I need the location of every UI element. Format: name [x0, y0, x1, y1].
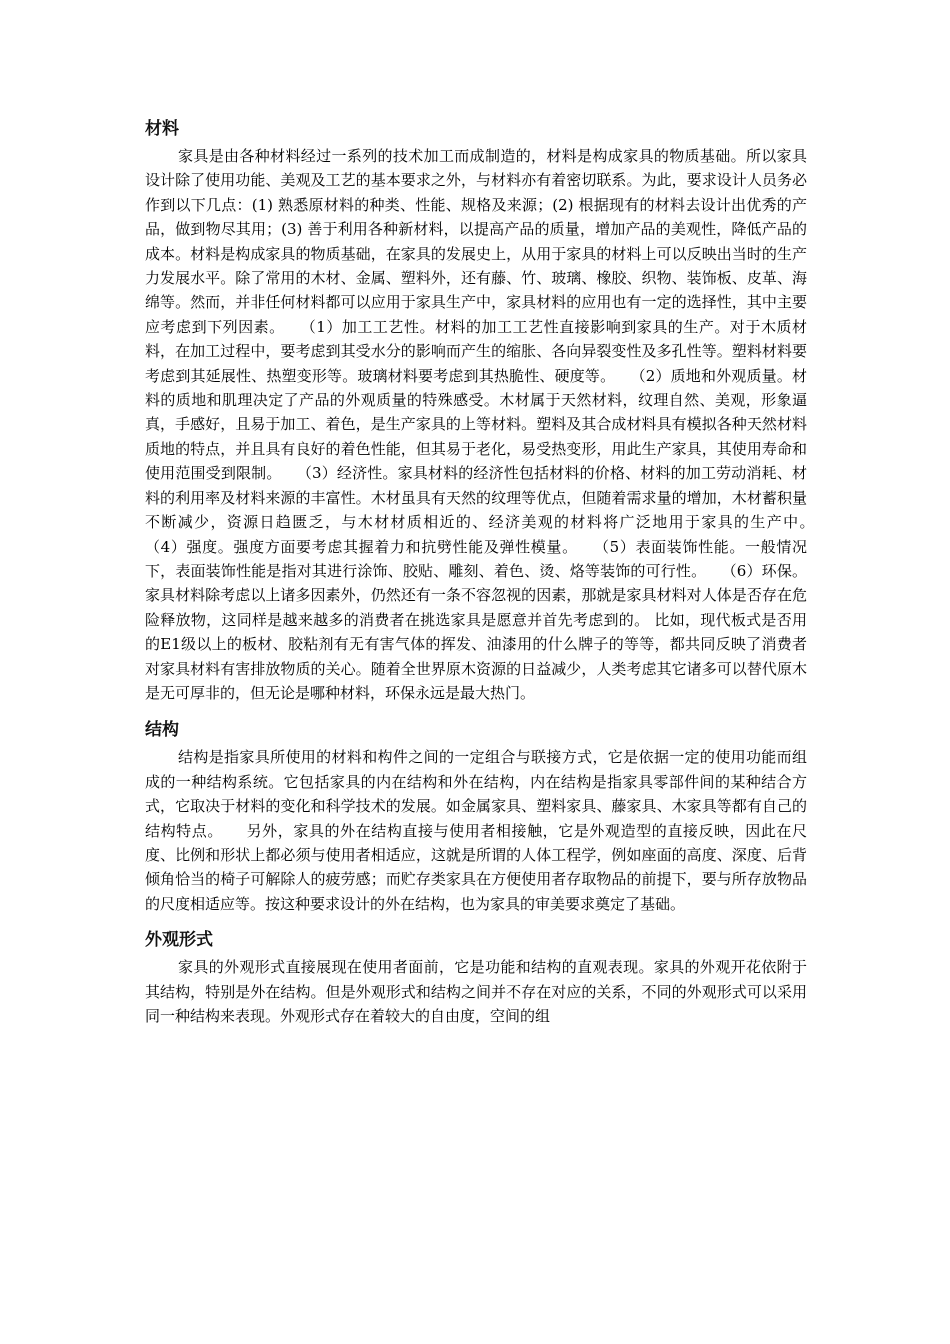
section-body-appearance: 家具的外观形式直接展现在使用者面前，它是功能和结构的直观表现。家具的外观开花依附于其结构，特别是外在结构。但是外观形式和结构之间并不存在对应的关系，不同的外观形式可以采用同一种结构来表现。外观形式存在着较大的自由度，空间的组 [145, 958, 807, 1025]
section-structure [145, 719, 807, 916]
section-title-structure: 结构 [145, 720, 179, 741]
section-body-structure: 结构是指家具所使用的材料和构件之间的一定组合与联接方式，它是依据一定的使用功能而组成的一种结构系统。它包括家具的内在结构和外在结构，内在结构是指家具零部件间的某种结合方式，它取决于材料的变化和科学技术的发展。如金属家具、塑料家具、藤家具、木家具等都有自己的结构特点。 另外，家具的外在结构直接与使用者相接触，它是外观造型的直接反映，因此在尺度、比例和形状上都必须与使用者相适应，这就是所谓的人体工程学，例如座面的高度、深度、后背倾角恰当的椅子可解除人的疲劳感；而贮存类家具在方便使用者存取物品的前提下，要与所存放物品的尺度相适应等。按这种要求设计的外在结构，也为家具的审美要求奠定了基础。 [145, 748, 807, 913]
document-page [145, 118, 838, 1028]
section-materials [145, 118, 838, 705]
section-appearance [145, 929, 807, 1028]
section-title-appearance: 外观形式 [145, 930, 213, 951]
section-title-materials: 材料 [145, 119, 179, 139]
section-body-materials: 家具是由各种材料经过一系列的技术加工而成制造的，材料是构成家具的物质基础。所以家具设计除了使用功能、美观及工艺的基本要求之外，与材料亦有着密切联系。为此，要求设计人员务必作到以下几点：(1) 熟悉原材料的种类、性能、规格及来源；(2) 根据现有的材料去设计出优秀的产品，做到物尽其用；(3) 善于利用各种新材料，以提高产品的质量，增加产品的美观性，降低产品的成本。材料是构成家具的物质基础，在家具的发展史上，从用于家具的材料上可以反映出当时的生产力发展水平。除了常用的木材、金属、塑料外，还有藤、竹、玻璃、橡胶、织物、装饰板、皮革、海绵等。然而，并非任何材料都可以应用于家具生产中，家具材料的应用也有一定的选择性，其中主要应考虑到下列因素。 （1）加工工艺性。材料的加工工艺性直接影响到家具的生产。对于木质材料，在加工过程中，要考虑到其受水分的影响而产生的缩胀、各向异裂变性及多孔性等。塑料材料要考虑到其延展性、热塑变形等。玻璃材料要考虑到其热脆性、硬度等。 （2）质地和外观质量。材料的质地和肌理决定了产品的外观质量的特殊感受。木材属于天然材料，纹理自然、美观，形象逼真，手感好，且易于加工、着色，是生产家具的上等材料。塑料及其合成材料具有模拟各种天然材料质地的特点，并且具有良好的着色性能，但其易于老化，易受热变形，用此生产家具，其使用寿命和使用范围受到限制。 （3）经济性。家具材料的经济性包括材料的价格、材料的加工劳动消耗、材料的利用率及材料来源的丰富性。木材虽具有天然的纹理等优点，但随着需求量的增加，木材蓄积量不断减少，资源日趋匮乏，与木材材质相近的、经济美观的材料将广泛地用于家具的生产中。 （4）强度。强度方面要考虑其握着力和抗劈性能及弹性模量。 （5）表面装饰性能。一般情况下，表面装饰性能是指对其进行涂饰、胶贴、雕刻、着色、烫、烙等装饰的可行性。 （6）环保。家具材料除考虑以上诸多因素外，仍然还有一条不容忽视的因素，那就是家具材料对人体是否存在危险释放物，这同样是越来越多的消费者在挑选家具是愿意并首先考虑到的。 比如，现代板式是否用的E1级以上的板材、胶粘剂有无有害气体的挥发、油漆用的什么牌子的等等，都共同反映了消费者对家具材料有害排放物质的关心。随着全世界原木资源的日益减少，人类考虑其它诸多可以替代原木是无可厚非的，但无论是哪种材料，环保永远是最大热门。 [145, 147, 838, 702]
